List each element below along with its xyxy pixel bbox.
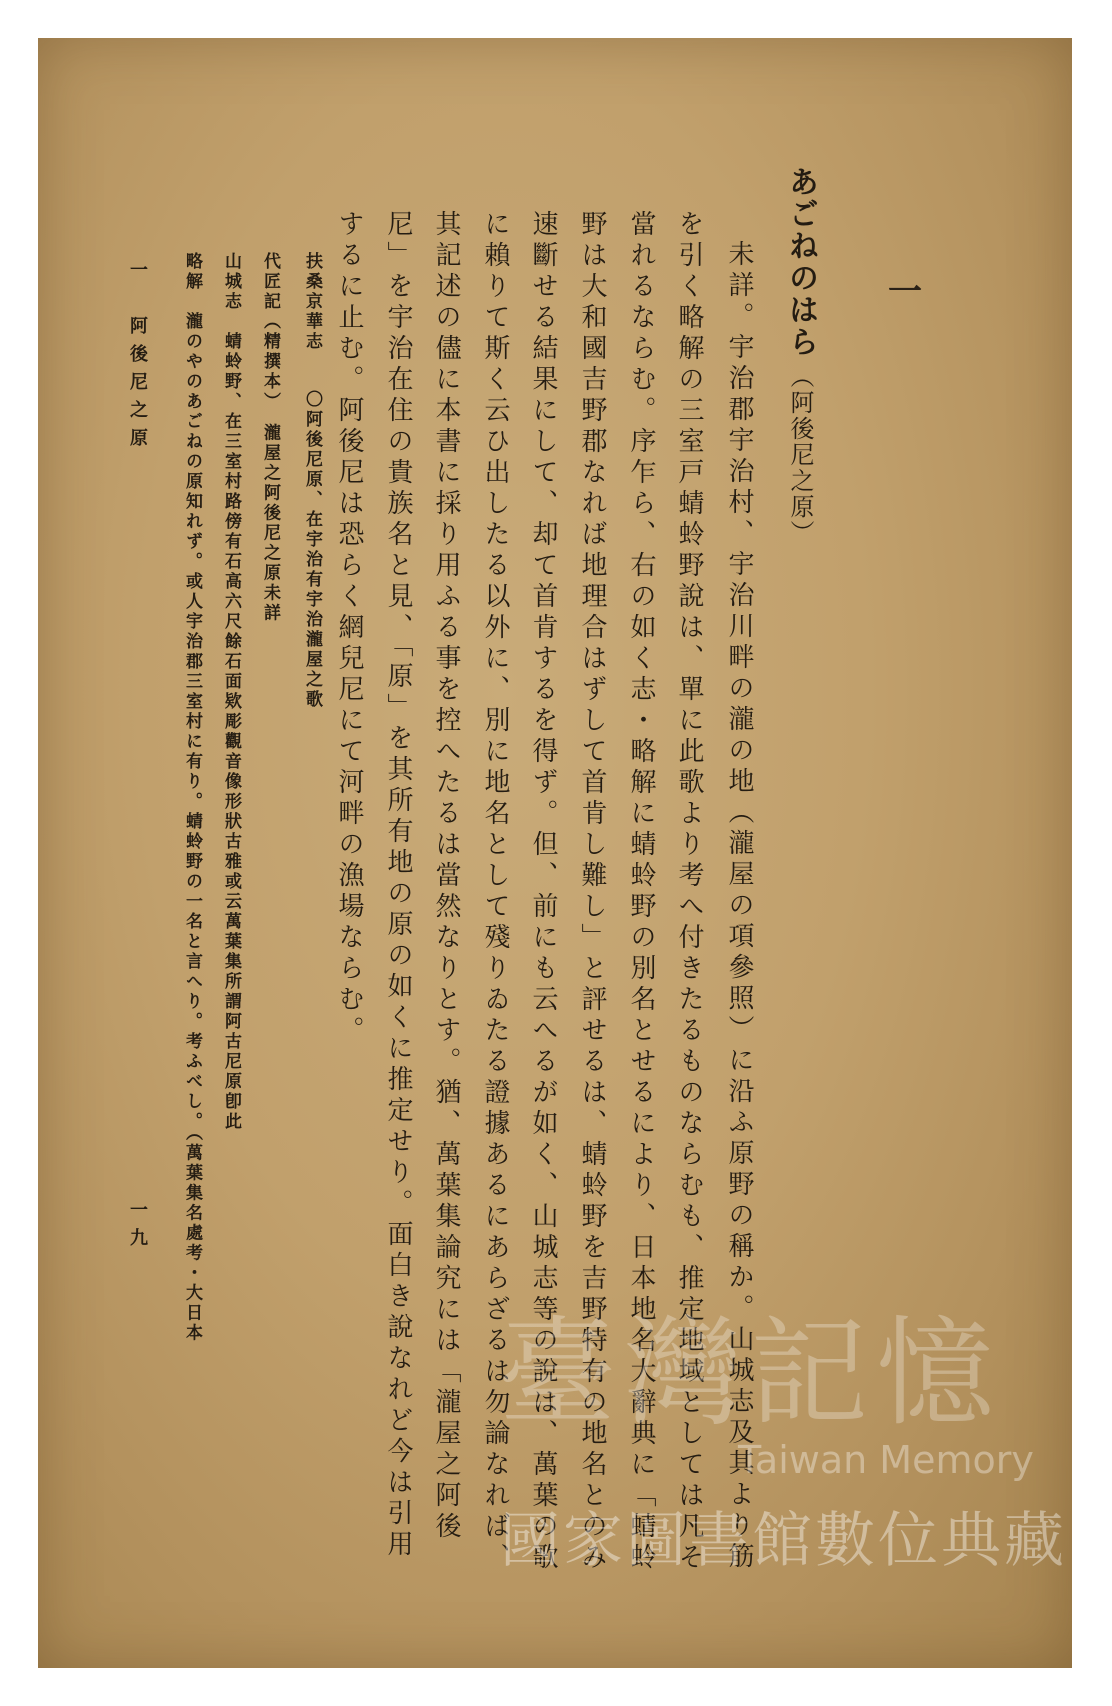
citation <box>300 252 325 710</box>
body-line: 野は大和國吉野郡なれば地理合はずして首肯し難し」と評せるは、蜻蛉野を吉野特有の地名とのみ <box>577 210 607 1574</box>
running-header: 一 阿後尼之原 <box>127 260 148 456</box>
page-number: 一九 <box>127 1200 148 1256</box>
body-line: 尼」を宇治在住の貴族名と見、「原」を其所有地の原の如くに推定せり。面白き說なれど今は引用 <box>383 210 413 1561</box>
body-line: に賴りて斯く云ひ出したる以外に、別に地名として殘りゐたる證據あるにあらざるは勿論なれば、 <box>480 210 510 1574</box>
citation-label: 略解 <box>182 252 202 292</box>
citation-label: 代匠記（精撰本） <box>260 252 280 404</box>
watermark-library: 國家圖書館數位典藏 <box>500 1506 1067 1576</box>
title-paren: （阿後尼之原） <box>786 364 814 546</box>
title-main: あごねのはら <box>783 166 818 358</box>
citation-text: 蜻蛉野、在三室村路傍有石高六尺餘石面欵彫觀音像形狀古雅或云萬葉集所謂阿古尼原卽此 <box>221 332 241 1132</box>
citation <box>258 252 283 624</box>
body-line: 未詳。宇治郡宇治村、宇治川畔の瀧の地（瀧屋の項參照）に沿ふ原野の稱か。山城志及其より筋 <box>724 240 754 1573</box>
citation <box>219 252 244 1132</box>
citation <box>180 252 205 1344</box>
citation-text: 瀧屋之阿後尼之原未詳 <box>260 423 280 624</box>
watermark-large: 臺灣記憶 <box>498 1304 1003 1442</box>
citation-text: 〇阿後尼原、在宇治有宇治瀧屋之歌 <box>302 390 322 710</box>
page-title <box>778 166 822 546</box>
heading-mark: 一 <box>888 272 922 312</box>
body-line: するに止む。阿後尼は恐らく網兒尼にて河畔の漁場ならむ。 <box>334 210 364 1047</box>
document-page <box>38 38 1072 1668</box>
citation-label: 山城志 <box>221 252 241 312</box>
watermark-english: Taiwan Memory <box>738 1438 1034 1482</box>
body-line: を引く略解の三室戸蜻蛉野說は、單に此歌より考へ付きたるものならむも、推定地域としては凡そ <box>674 210 704 1574</box>
body-line: 當れるならむ。序乍ら、右の如く志・略解に蜻蛉野の別名とせるにより、日本地名大辭典に「蜻蛉 <box>626 210 656 1574</box>
body-line: 速斷せる結果にして、却て首肯するを得ず。但、前にも云へるが如く、山城志等の說は、萬葉の歌 <box>528 210 558 1574</box>
body-line: 其記述の儘に本書に採り用ふる事を控へたるは當然なりとす。猶、萬葉集論究には「瀧屋之阿後 <box>431 210 461 1543</box>
citation-label: 扶桑京華志 <box>302 252 322 352</box>
citation-text: 瀧のやのあごねの原知れず。或人宇治郡三室村に有り。蜻蛉野の一名と言へり。考ふべし。（萬葉集名處考・大日本 <box>182 312 202 1344</box>
